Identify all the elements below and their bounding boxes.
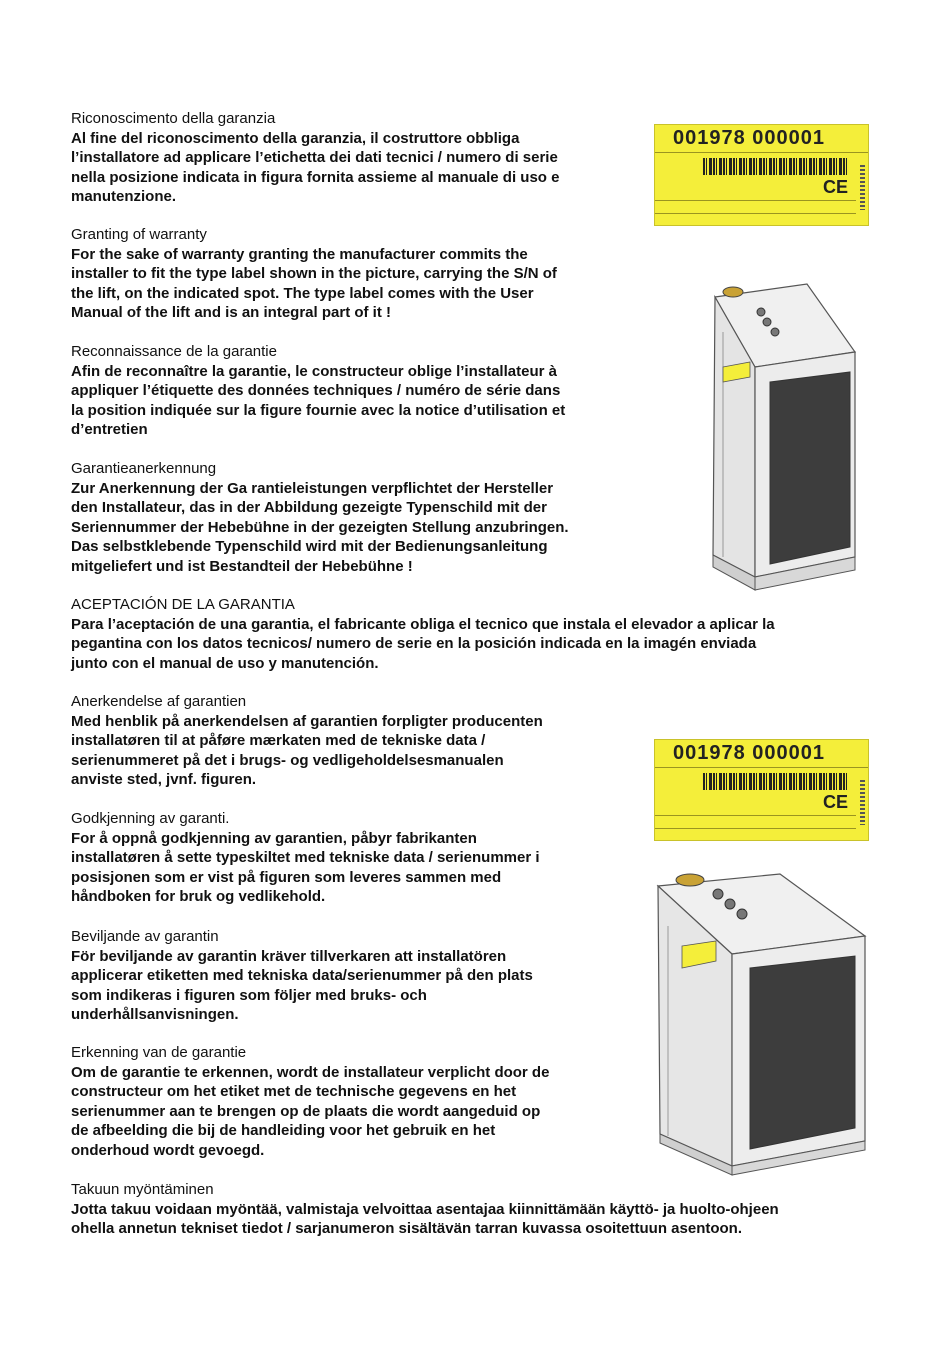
section-body: Om de garantie te erkennen, wordt de installateur verplicht door de constructeur om het etiket met de technische gegevens en het serienummer aan te brengen op de plaats die wordt aangeduid op de afbeelding die bij de handleiding voor het gebruik en het onderhoud wordt gevoegd. — [71, 1063, 550, 1159]
section-title: Garantieanerkennung — [71, 460, 217, 477]
section-finnish — [71, 1180, 779, 1239]
section-italian — [71, 109, 559, 207]
section-title: Riconoscimento della garanzia — [71, 110, 276, 127]
section-french — [71, 342, 565, 440]
barcode-icon — [703, 158, 848, 175]
section-title: Erkenning van de garantie — [71, 1044, 247, 1061]
section-title: Granting of warranty — [71, 226, 207, 243]
section-swedish — [71, 927, 533, 1025]
section-title: Beviljande av garantin — [71, 928, 219, 945]
section-body: Afin de reconnaître la garantie, le constructeur oblige l’installateur à appliquer l’étiquette des données techniques / numéro de série dans la position indiquée sur la figure fournie avec la notice d’utilisation et d’entretien — [71, 362, 566, 438]
control-unit-image — [695, 272, 870, 592]
control-knob-icon — [757, 308, 765, 316]
section-body: För beviljande av garantin kräver tillverkaren att installatören applicerar etiketten med tekniska data/serienummer på den plats som indikeras i figuren som följer med bruks- och underhållsanvisningen. — [71, 947, 533, 1023]
section-body: Al fine del riconoscimento della garanzia, il costruttore obbliga l’installatore ad applicare l’etichetta dei dati tecnici / numero di serie nella posizione indicata in figura fornita assieme al manuale di uso e manutenzione. — [71, 129, 560, 205]
cabinet-dark-panel — [770, 372, 850, 564]
barcode-icon — [703, 773, 848, 790]
section-body: For the sake of warranty granting the manufacturer commits the installer to fit the type label shown in the picture, carrying the S/N of the lift, on the indicated spot. The type label comes with the User Manual of the lift and is an integral part of it ! — [71, 245, 557, 321]
label-side-text-icon — [860, 165, 865, 210]
section-title: Anerkendelse af garantien — [71, 693, 247, 710]
emergency-button-icon — [676, 874, 704, 886]
label-divider — [655, 815, 856, 816]
section-danish — [71, 692, 543, 790]
section-dutch — [71, 1043, 549, 1160]
label-divider — [655, 152, 868, 153]
control-knob-icon — [713, 889, 723, 899]
section-title: ACEPTACIÓN DE LA GARANTIA — [71, 596, 295, 613]
control-knob-icon — [771, 328, 779, 336]
section-title: Godkjenning av garanti. — [71, 810, 230, 827]
section-body: Jotta takuu voidaan myöntää, valmistaja velvoittaa asentajaa kiinnittämään käyttö- ja huolto-ohjeen ohella annetun tekniset tiedot / sarjanumeron sisältävän tarran kuvassa osoitettuun asentoon. — [71, 1200, 779, 1237]
label-divider — [655, 767, 868, 768]
cabinet-dark-panel — [750, 956, 855, 1149]
label-side-text-icon — [860, 780, 865, 825]
label-serial: 001978 000001 — [673, 742, 826, 764]
section-body: Med henblik på anerkendelsen af garantien forpligter producenten installatøren til at påføre mærkaten med de tekniske data / serienummeret på det i brugs- og vedligeholdelsesmanualen anviste sted, jvnf. figuren. — [71, 712, 543, 788]
label-divider — [655, 828, 856, 829]
section-body: For å oppnå godkjenning av garantien, påbyr fabrikanten installatøren å sette typeskiltet med tekniske data / serienummer i posisjonen som er vist på figuren som leveres sammen med håndboken for bruk og vedlikehold. — [71, 829, 540, 905]
ce-mark-icon: CE — [822, 792, 848, 812]
section-english — [71, 225, 557, 323]
section-german — [71, 459, 569, 576]
control-knob-icon — [737, 909, 747, 919]
section-body: Para l’aceptación de una garantia, el fabricante obliga el tecnico que instala el elevador a aplicar la pegantina con los datos tecnicos/ numero de serie en la posición indicada en la imagén enviada junto con el manual de uso y manutención. — [71, 615, 775, 672]
type-label-image — [654, 124, 869, 226]
section-norwegian — [71, 809, 540, 907]
label-divider — [655, 213, 856, 214]
emergency-button-icon — [723, 287, 743, 297]
section-body: Zur Anerkennung der Ga rantieleistungen verpflichtet der Hersteller den Installateur, das in der Abbildung gezeigte Typenschild mit der Seriennummer der Hebebühne in der gezeigten Stellung anzubringen. Das selbstklebende Typenschild wird mit der Bedienungsanleitung mitgeliefert und ist Bestandteil der Hebebühne ! — [71, 479, 569, 575]
control-knob-icon — [725, 899, 735, 909]
section-title: Takuun myöntäminen — [71, 1181, 214, 1198]
ce-mark-icon: CE — [822, 177, 848, 197]
section-spanish — [71, 595, 775, 673]
control-knob-icon — [763, 318, 771, 326]
label-divider — [655, 200, 856, 201]
label-serial: 001978 000001 — [673, 127, 826, 149]
type-label-image — [654, 739, 869, 841]
control-unit-image — [650, 866, 870, 1176]
section-title: Reconnaissance de la garantie — [71, 343, 277, 360]
